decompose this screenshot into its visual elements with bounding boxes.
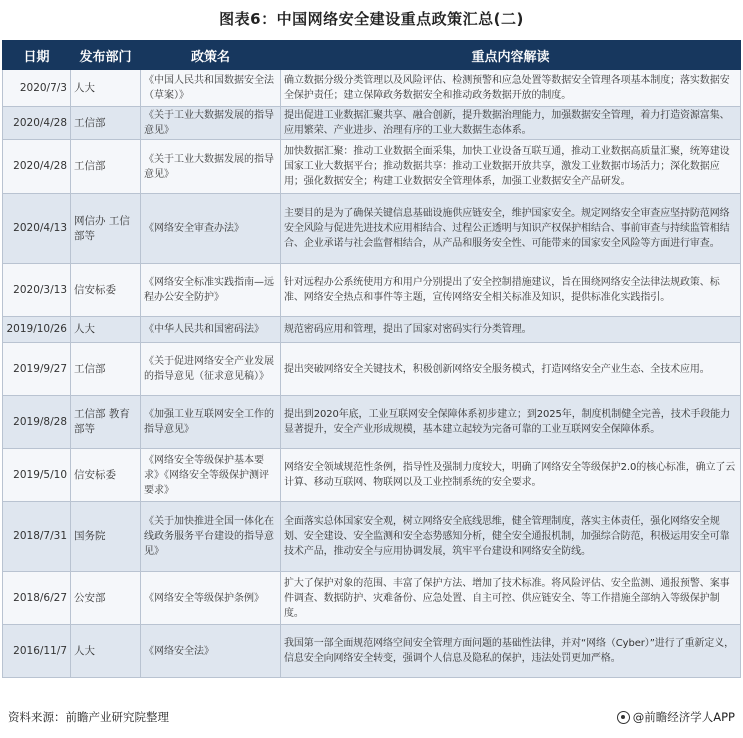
- row-dept: 人大: [71, 317, 141, 343]
- header-key-content: 重点内容解读: [281, 41, 741, 70]
- row-key-content: 提出促进工业数据汇聚共享、融合创新，提升数据治理能力，加强数据安全管理，着力打造资源富集、应用繁荣、产业进步、治理有序的工业大数据生态体系。: [281, 107, 741, 140]
- row-policy-name: 《网络安全等级保护条例》: [141, 572, 281, 625]
- row-dept: 信安标委: [71, 449, 141, 502]
- table-row: [3, 264, 741, 317]
- row-dept: 国务院: [71, 502, 141, 572]
- row-key-content: 全面落实总体国家安全观，树立网络安全底线思维，健全管理制度，落实主体责任，强化网络安全规划、安全建设、安全监测和安全态势感知分析，健全安全通报机制，加强综合防范，积极运用安全可靠技术产品，推动安全与应用协调发展，筑牢平台建设和网络安全防线。: [281, 502, 741, 572]
- row-policy-name: 《中国人民共和国数据安全法（草案）》: [141, 70, 281, 107]
- row-dept: 工信部: [71, 140, 141, 194]
- row-policy-name: 《网络安全审查办法》: [141, 194, 281, 264]
- row-policy-name: 《关于促进网络安全产业发展的指导意见（征求意见稿）》: [141, 343, 281, 396]
- row-key-content: 扩大了保护对象的范围、丰富了保护方法、增加了技术标准。将风险评估、安全监测、通报预警、案事件调查、数据防护、灾难备份、应急处置、自主可控、供应链安全、等工作措施全部纳入等级保护制度。: [281, 572, 741, 625]
- table-row: [3, 502, 741, 572]
- row-date: 2020/7/3: [3, 70, 71, 107]
- row-policy-name: 《关于加快推进全国一体化在线政务服务平台建设的指导意见》: [141, 502, 281, 572]
- table-row: [3, 194, 741, 264]
- row-date: 2019/9/27: [3, 343, 71, 396]
- row-date: 2018/6/27: [3, 572, 71, 625]
- table-row: [3, 140, 741, 194]
- brand-credit: [617, 709, 735, 725]
- row-dept: 人大: [71, 625, 141, 678]
- row-date: 2019/5/10: [3, 449, 71, 502]
- policy-table: [2, 40, 741, 678]
- row-policy-name: 《网络安全标准实践指南—远程办公安全防护》: [141, 264, 281, 317]
- policy-table-container: [2, 40, 740, 678]
- row-policy-name: 《中华人民共和国密码法》: [141, 317, 281, 343]
- row-dept: 公安部: [71, 572, 141, 625]
- row-date: 2018/7/31: [3, 502, 71, 572]
- table-row: [3, 572, 741, 625]
- row-policy-name: 《加强工业互联网安全工作的指导意见》: [141, 396, 281, 449]
- brand-text: @前瞻经济学人APP: [632, 710, 735, 724]
- footer: [8, 709, 735, 729]
- circle-logo-icon: [617, 711, 630, 724]
- row-key-content: 确立数据分级分类管理以及风险评估、检测预警和应急处置等数据安全管理各项基本制度；落实数据安全保护责任；建立保障政务数据安全和推动政务数据开放的制度。: [281, 70, 741, 107]
- row-date: 2016/11/7: [3, 625, 71, 678]
- row-key-content: 针对远程办公系统使用方和用户分别提出了安全控制措施建议，旨在围绕网络安全法律法规政策、标准、网络安全热点和事件等主题，宣传网络安全相关标准及知识，提供标准化实践指引。: [281, 264, 741, 317]
- table-row: [3, 70, 741, 107]
- row-dept: 人大: [71, 70, 141, 107]
- row-date: 2020/3/13: [3, 264, 71, 317]
- row-date: 2019/8/28: [3, 396, 71, 449]
- row-key-content: 提出到2020年底，工业互联网安全保障体系初步建立；到2025年，制度机制健全完善，技术手段能力显著提升，安全产业形成规模，基本建立起较为完备可靠的工业互联网安全保障体系。: [281, 396, 741, 449]
- header-policy-name: 政策名: [141, 41, 281, 70]
- row-key-content: 规范密码应用和管理，提出了国家对密码实行分类管理。: [281, 317, 741, 343]
- row-key-content: 主要目的是为了确保关键信息基础设施供应链安全，维护国家安全。规定网络安全审查应坚持防范网络安全风险与促进先进技术应用相结合、过程公正透明与知识产权保护相结合、事前审查与持续监管相结合、企业承诺与社会监督相结合，从产品和服务安全性、可能带来的国家安全风险等方面进行审查。: [281, 194, 741, 264]
- table-row: [3, 449, 741, 502]
- source-note: 资料来源：前瞻产业研究院整理: [8, 710, 169, 724]
- row-key-content: 我国第一部全面规范网络空间安全管理方面问题的基础性法律，并对“网络（Cyber）”进行了重新定义，信息安全向网络安全转变，强调个人信息及隐私的保护，违法处罚更加严格。: [281, 625, 741, 678]
- row-policy-name: 《关于工业大数据发展的指导意见》: [141, 140, 281, 194]
- table-row: [3, 317, 741, 343]
- row-date: 2020/4/28: [3, 140, 71, 194]
- header-dept: 发布部门: [71, 41, 141, 70]
- row-dept: 工信部: [71, 343, 141, 396]
- row-key-content: 加快数据汇聚：推动工业数据全面采集，加快工业设备互联互通，推动工业数据高质量汇聚，统筹建设国家工业大数据平台；推动数据共享：推动工业数据开放共享，激发工业数据市场活力；深化数据应用；强化数据安全；构建工业数据安全管理体系，加强工业数据安全产品研发。: [281, 140, 741, 194]
- table-row: [3, 107, 741, 140]
- table-row: [3, 625, 741, 678]
- table-row: [3, 343, 741, 396]
- row-policy-name: 《关于工业大数据发展的指导意见》: [141, 107, 281, 140]
- row-dept: 信安标委: [71, 264, 141, 317]
- table-header-row: [3, 41, 741, 70]
- row-dept: 网信办 工信部等: [71, 194, 141, 264]
- page-title: 图表6：中国网络安全建设重点政策汇总(二): [219, 10, 524, 28]
- row-dept: 工信部: [71, 107, 141, 140]
- row-dept: 工信部 教育部等: [71, 396, 141, 449]
- table-row: [3, 396, 741, 449]
- row-date: 2020/4/13: [3, 194, 71, 264]
- row-key-content: 提出突破网络安全关键技术，积极创新网络安全服务模式，打造网络安全产业生态、全技术应用。: [281, 343, 741, 396]
- row-date: 2020/4/28: [3, 107, 71, 140]
- row-key-content: 网络安全领域规范性条例，指导性及强制力度较大，明确了网络安全等级保护2.0的核心标准，确立了云计算、移动互联网、物联网以及工业控制系统的安全要求。: [281, 449, 741, 502]
- header-date: 日期: [3, 41, 71, 70]
- row-policy-name: 《网络安全法》: [141, 625, 281, 678]
- row-policy-name: 《网络安全等级保护基本要求》《网络安全等级保护测评要求》: [141, 449, 281, 502]
- table-body: [3, 70, 741, 678]
- row-date: 2019/10/26: [3, 317, 71, 343]
